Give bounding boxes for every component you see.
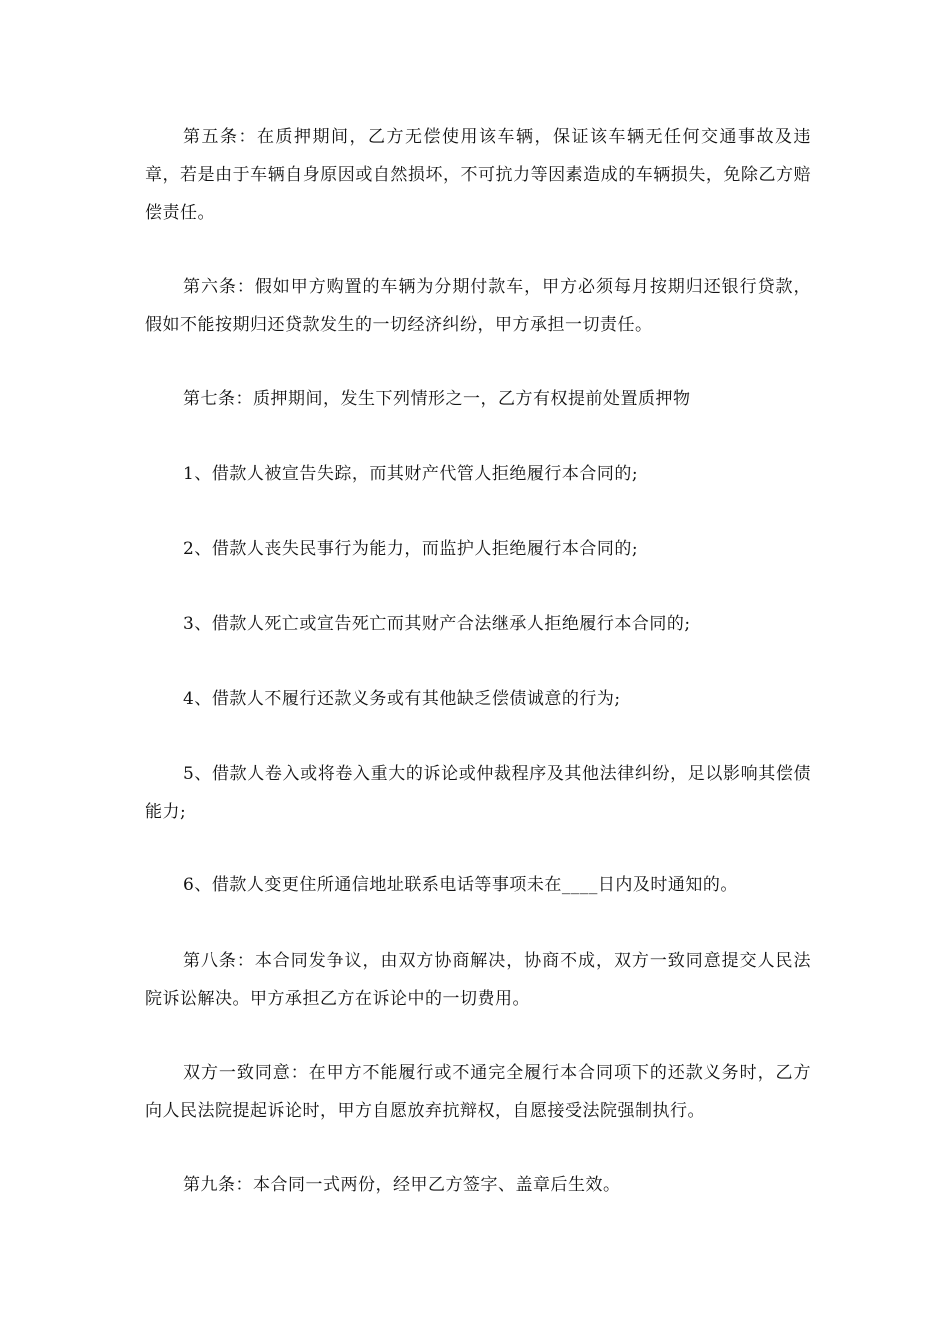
mutual-agreement-paragraph: 双方一致同意：在甲方不能履行或不通完全履行本合同项下的还款义务时，乙方向人民法院提起诉论时，甲方自愿放弃抗辩权，自愿接受法院强制执行。 bbox=[145, 1063, 811, 1121]
clause-3-paragraph: 3、借款人死亡或宣告死亡而其财产合法继承人拒绝履行本合同的; bbox=[183, 614, 691, 634]
article-6-paragraph: 第六条：假如甲方购置的车辆为分期付款车，甲方必须每月按期归还银行贷款，假如不能按期归还贷款发生的一切经济纠纷，甲方承担一切责任。 bbox=[145, 277, 811, 335]
clause-1-paragraph: 1、借款人被宣告失踪，而其财产代管人拒绝履行本合同的; bbox=[183, 464, 639, 484]
article-7-paragraph: 第七条：质押期间，发生下列情形之一，乙方有权提前处置质押物 bbox=[183, 389, 691, 409]
clause-6-paragraph: 6、借款人变更住所通信地址联系电话等事项未在____日内及时通知的。 bbox=[183, 875, 738, 895]
clause-2-paragraph: 2、借款人丧失民事行为能力，而监护人拒绝履行本合同的; bbox=[183, 539, 639, 559]
clause-4-paragraph: 4、借款人不履行还款义务或有其他缺乏偿债诚意的行为; bbox=[183, 689, 621, 709]
clause-5-paragraph: 5、借款人卷入或将卷入重大的诉论或仲裁程序及其他法律纠纷，足以影响其偿债能力; bbox=[145, 764, 811, 822]
article-5-paragraph: 第五条：在质押期间，乙方无偿使用该车辆，保证该车辆无任何交通事故及违章，若是由于车辆自身原因或自然损坏，不可抗力等因素造成的车辆损失，免除乙方赔偿责任。 bbox=[145, 127, 811, 223]
article-9-paragraph: 第九条：本合同一式两份，经甲乙方签字、盖章后生效。 bbox=[183, 1175, 621, 1195]
article-8-paragraph: 第八条：本合同发争议，由双方协商解决，协商不成，双方一致同意提交人民法院诉讼解决。甲方承担乙方在诉论中的一切费用。 bbox=[145, 951, 811, 1009]
